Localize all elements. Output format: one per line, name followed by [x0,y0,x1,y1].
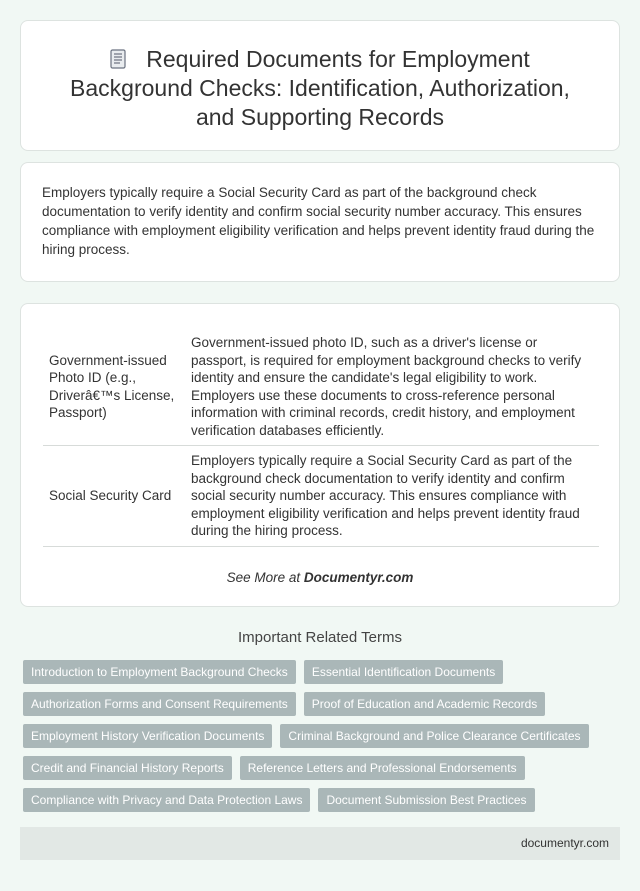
related-term-tag[interactable]: Reference Letters and Professional Endorsements [240,756,525,780]
title-card [20,20,620,151]
document-icon [110,47,126,67]
table-row [43,446,599,547]
document-description: Government-issued photo ID, such as a driver's license or passport, is required for employment background checks to verify identity and ensure the candidate's legal eligibility to work. Employers use these documents to cross-reference personal information with criminal records, credit history, and employment verification databases efficiently. [185,328,599,446]
related-term-tag[interactable]: Employment History Verification Documents [23,724,272,748]
footer-site-link[interactable]: documentyr.com [520,836,609,850]
related-term-tag[interactable]: Essential Identification Documents [304,660,503,684]
page-title-text: Required Documents for Employment Background Checks: Identification, Authorization, and Supporting Records [70,46,570,130]
summary-text: Employers typically require a Social Security Card as part of the background check documentation to verify identity and confirm social security number accuracy. This ensures compliance with employment eligibility verification and helps prevent identity fraud during the hiring process. [42,185,595,257]
related-term-tag[interactable]: Criminal Background and Police Clearance Certificates [280,724,588,748]
related-term-tag[interactable]: Proof of Education and Academic Records [304,692,545,716]
related-term-tag[interactable]: Document Submission Best Practices [318,788,534,812]
footer [20,827,620,860]
see-more-prefix: See More at [226,570,304,585]
related-terms-list [23,660,603,820]
table-row [43,328,599,446]
document-name: Social Security Card [43,446,185,547]
related-term-tag[interactable]: Credit and Financial History Reports [23,756,232,780]
document-name: Government-issued Photo ID (e.g., Driverâ€™s License, Passport) [43,328,185,446]
page-title [51,45,589,132]
related-term-tag[interactable]: Compliance with Privacy and Data Protection Laws [23,788,310,812]
see-more-site[interactable]: Documentyr.com [303,570,414,585]
document-description: Employers typically require a Social Security Card as part of the background check documentation to verify identity and confirm social security number accuracy. This ensures compliance with employment eligibility verification and helps prevent identity fraud during the hiring process. [185,446,599,547]
documents-card [20,303,620,607]
related-term-tag[interactable]: Introduction to Employment Background Checks [23,660,296,684]
see-more-link[interactable] [21,570,619,585]
related-term-tag[interactable]: Authorization Forms and Consent Requirements [23,692,296,716]
documents-table [43,328,599,547]
related-terms-heading: Important Related Terms [238,629,402,646]
summary-card [20,162,620,282]
